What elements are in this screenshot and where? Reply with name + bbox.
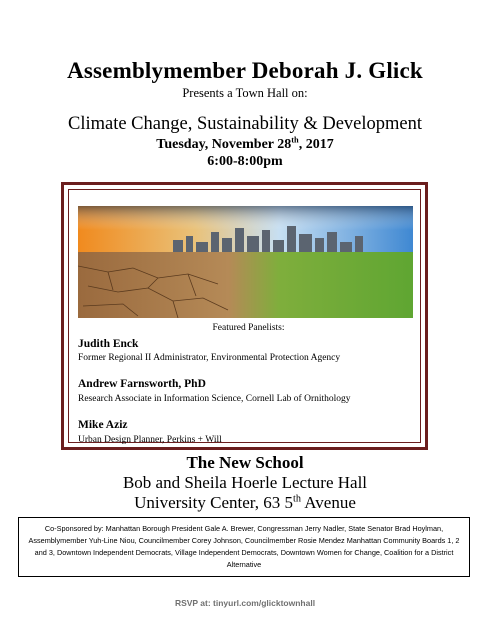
venue-name: The New School — [186, 453, 304, 472]
date-text: Tuesday, November 28 — [156, 137, 292, 152]
panelists-heading: Featured Panelists: — [212, 323, 285, 333]
presents-line: Presents a Town Hall on: — [182, 86, 308, 100]
venue-hall: Bob and Sheila Hoerle Lecture Hall — [122, 473, 368, 492]
date-year: , 2017 — [298, 137, 334, 152]
panelist-role: Former Regional II Administrator, Environmental Protection Agency — [78, 353, 341, 363]
panelist-name: Andrew Farnsworth, PhD — [78, 378, 206, 390]
rsvp-line: RSVP at: tinyurl.com/glicktownhall — [174, 598, 316, 608]
event-date — [0, 137, 490, 153]
address-ordinal: th — [293, 493, 301, 505]
address-end: Avenue — [300, 493, 356, 512]
venue-address — [0, 493, 490, 513]
panelists-inner-frame — [68, 189, 421, 443]
event-topic-title: Climate Change, Sustainability & Development — [67, 114, 422, 134]
co-sponsors-text: Co-Sponsored by: Manhattan Borough President Gale A. Brewer, Congressman Jerry Nadler, State Senator Brad Hoylman, Assemblymember Yuh-Line Niou, Councilmember Corey Johnson, Councilmember Rosie Mendez Manhattan Community Boards 1, 2 and 3, Downtown Independent Democrats, Village Independent Democrats, Downtown Women for Change, Coalition for a District Alternative — [28, 524, 460, 569]
climate-city-image — [78, 206, 413, 318]
panelist-name: Mike Aziz — [78, 419, 128, 431]
date-ordinal: th — [291, 135, 299, 145]
panelists-frame — [61, 182, 428, 450]
co-sponsors-box — [18, 517, 470, 577]
panelist-name: Judith Enck — [78, 338, 139, 350]
event-organizer-title: Assemblymember Deborah J. Glick — [67, 58, 423, 83]
address-text: University Center, 63 5 — [134, 493, 294, 512]
panelist-role: Research Associate in Information Science, Cornell Lab of Ornithology — [78, 394, 351, 404]
event-time: 6:00-8:00pm — [207, 154, 283, 169]
panelist-role: Urban Design Planner, Perkins + Will — [78, 435, 222, 445]
